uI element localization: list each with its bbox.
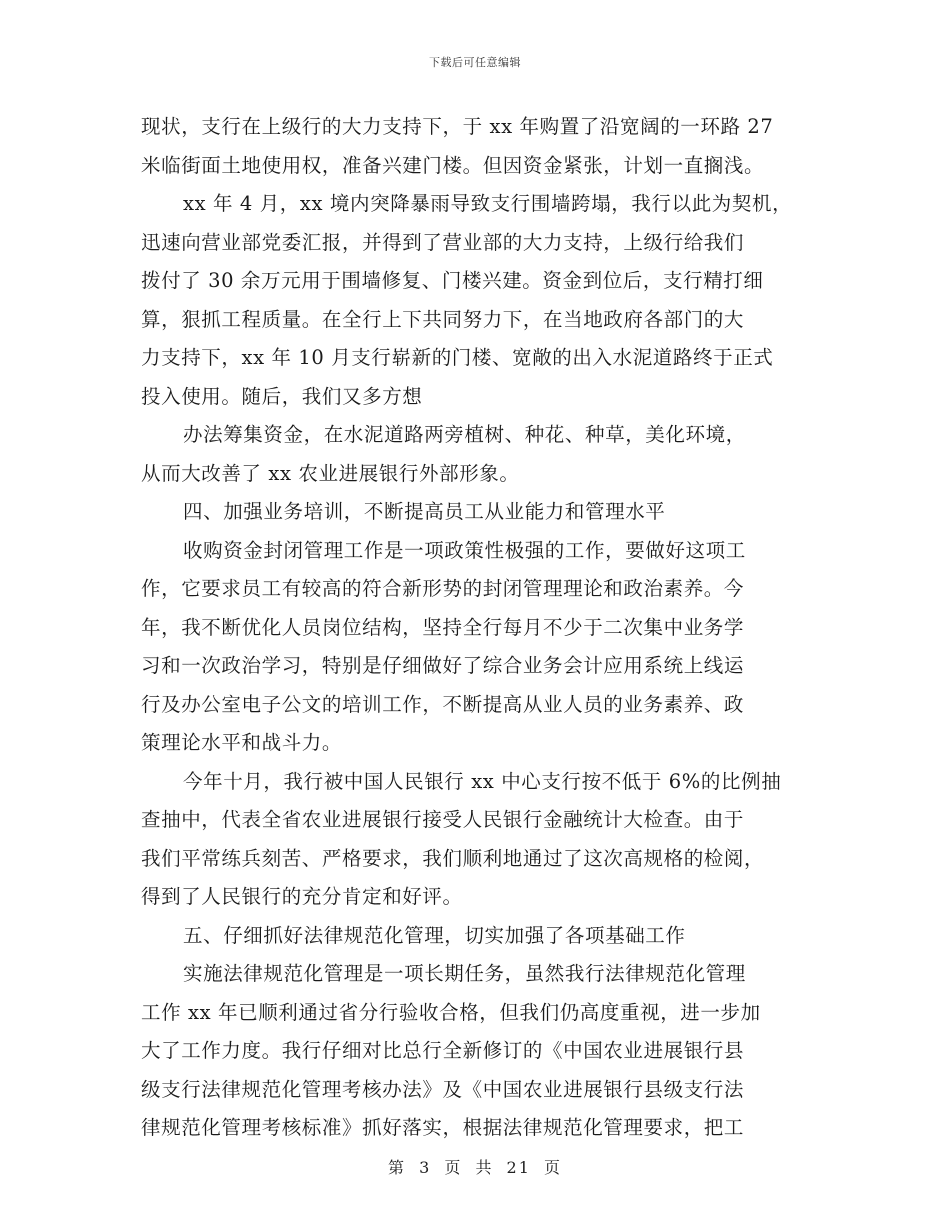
text-line: 从而大改善了 xx 农业进展银行外部形象。 <box>141 461 520 485</box>
text-line: 查抽中，代表全省农业进展银行接受人民银行金融统计大检查。由于 <box>141 808 745 831</box>
text-line: 力支持下，xx 年 10 月支行崭新的门楼、宽敞的出入水泥道路终于正式 <box>141 346 774 369</box>
paragraph-start-line: xx 年 4 月，xx 境内突降暴雨导致支行围墙跨塌，我行以此为契机， <box>183 192 793 215</box>
text-line: 现状，支行在上级行的大力支持下，于 xx 年购置了沿宽阔的一环路 27 <box>141 115 774 138</box>
section-heading: 五、仔细抓好法律规范化管理，切实加强了各项基础工作 <box>183 923 686 947</box>
text-line: 算，狠抓工程质量。在全行上下共同努力下，在当地政府各部门的大 <box>141 307 745 331</box>
text-line: 投入使用。随后，我们又多方想 <box>141 384 423 408</box>
section-heading: 四、加强业务培训，不断提高员工从业能力和管理水平 <box>183 500 666 523</box>
paragraph-start-line: 办法筹集资金，在水泥道路两旁植树、种花、种草，美化环境， <box>183 423 746 446</box>
text-line: 行及办公室电子公文的培训工作，不断提高从业人员的业务素养、政 <box>141 692 745 716</box>
text-line: 迅速向营业部党委汇报，并得到了营业部的大力支持，上级行给我们 <box>141 230 745 254</box>
text-line: 我们平常练兵刻苦、严格要求，我们顺利地通过了这次高规格的检阅， <box>141 846 765 870</box>
text-line: 拨付了 30 余万元用于围墙修复、门楼兴建。资金到位后，支行精打细 <box>141 269 764 292</box>
text-line: 策理论水平和战斗力。 <box>141 731 343 754</box>
paragraph-start-line: 实施法律规范化管理是一项长期任务，虽然我行法律规范化管理 <box>183 962 746 985</box>
text-line: 习和一次政治学习，特别是仔细做好了综合业务会计应用系统上线运 <box>141 654 745 677</box>
text-line: 大了工作力度。我行仔细对比总行全新修订的《中国农业进展银行县 <box>141 1039 745 1062</box>
page-header: 下载后可任意编辑 <box>429 56 521 69</box>
text-line: 得到了人民银行的充分肯定和好评。 <box>141 885 463 908</box>
text-line: 级支行法律规范化管理考核办法》及《中国农业进展银行县级支行法 <box>141 1077 745 1101</box>
document-body <box>141 108 811 1148</box>
text-line: 工作 xx 年已顺利通过省分行验收合格，但我们仍高度重视，进一步加 <box>141 1000 761 1024</box>
text-line: 米临街面土地使用权，准备兴建门楼。但因资金紧张，计划一直搁浅。 <box>141 153 765 177</box>
text-line: 作，它要求员工有较高的符合新形势的封闭管理理论和政治素养。今 <box>141 577 745 600</box>
page-number-footer: 第 3 页 共 21 页 <box>388 1158 562 1177</box>
paragraph-start-line: 收购资金封闭管理工作是一项政策性极强的工作，要做好这项工 <box>183 538 746 562</box>
text-line: 律规范化管理考核标准》抓好落实，根据法律规范化管理要求，把工 <box>141 1116 745 1139</box>
paragraph-start-line: 今年十月，我行被中国人民银行 xx 中心支行按不低于 6%的比例抽 <box>183 769 782 793</box>
text-line: 年，我不断优化人员岗位结构，坚持全行每月不少于二次集中业务学 <box>141 615 745 639</box>
